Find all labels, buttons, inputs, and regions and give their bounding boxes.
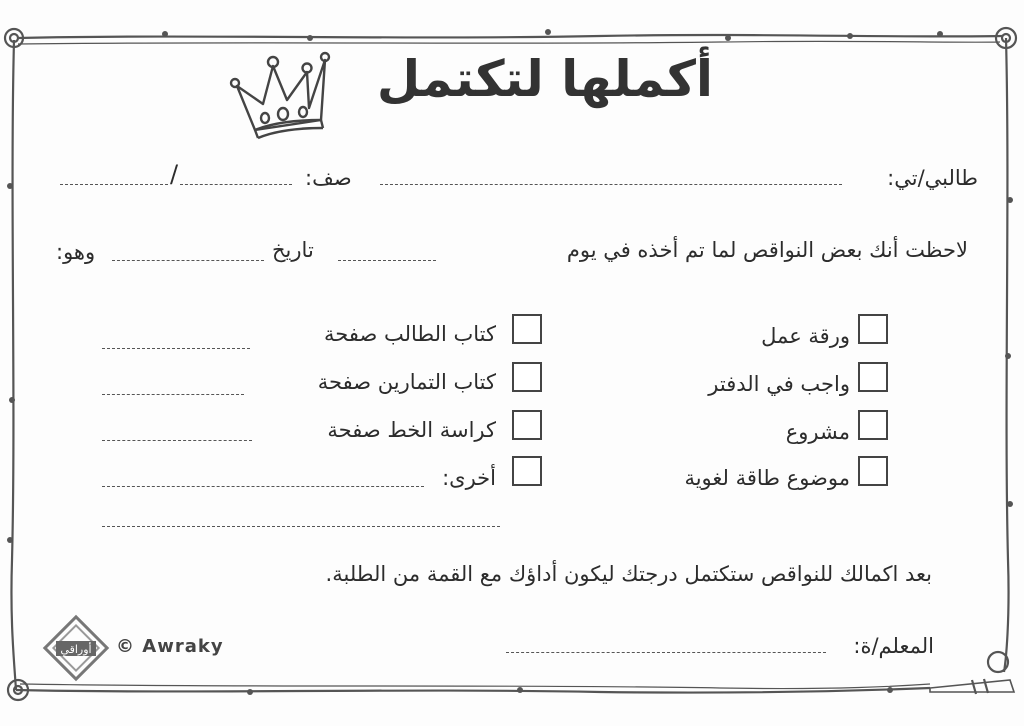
awraky-logo — [40, 612, 112, 688]
student-name-field[interactable] — [380, 184, 842, 185]
copyright-text: © Awraky — [116, 636, 224, 657]
checkbox-other[interactable] — [512, 456, 542, 486]
checkbox-exercise-book[interactable] — [512, 362, 542, 392]
checkbox-notebook-homework[interactable] — [858, 362, 888, 392]
handwriting-page-field[interactable] — [102, 440, 252, 441]
class-separator: / — [170, 160, 179, 188]
day-field[interactable] — [338, 260, 436, 261]
closing-text: بعد اكمالك للنواقص ستكتمل درجتك ليكون أداؤك مع القمة من الطلبة. — [325, 562, 932, 586]
logo-text: أوراقي — [60, 643, 92, 656]
option-project-label: مشروع — [785, 420, 850, 444]
other-field-line-1[interactable] — [102, 486, 424, 487]
option-notebook-homework-label: واجب في الدفتر — [708, 372, 850, 396]
option-worksheet-label: ورقة عمل — [761, 324, 850, 348]
class-field-right[interactable] — [180, 184, 292, 185]
option-other-label: أخرى: — [442, 466, 496, 490]
date-field[interactable] — [112, 260, 264, 261]
option-handwriting-label: كراسة الخط صفحة — [327, 418, 496, 442]
checkbox-handwriting[interactable] — [512, 410, 542, 440]
crown-icon — [225, 48, 335, 143]
option-student-book-label: كتاب الطالب صفحة — [324, 322, 496, 346]
student-book-page-field[interactable] — [102, 348, 250, 349]
logo-diamond-icon — [40, 612, 112, 684]
checkbox-project[interactable] — [858, 410, 888, 440]
checkbox-worksheet[interactable] — [858, 314, 888, 344]
and-it-is-label: وهو: — [56, 240, 96, 264]
checkbox-student-book[interactable] — [512, 314, 542, 344]
teacher-name-field[interactable] — [506, 652, 826, 653]
page-title: أكملها لتكتمل — [376, 50, 714, 108]
option-language-topic-label: موضوع طاقة لغوية — [684, 466, 850, 490]
exercise-book-page-field[interactable] — [102, 394, 244, 395]
checkbox-language-topic[interactable] — [858, 456, 888, 486]
class-field-left[interactable] — [60, 184, 168, 185]
class-label: صف: — [305, 166, 352, 190]
notice-text: لاحظت أنك بعض النواقص لما تم أخذه في يوم — [566, 238, 968, 262]
other-field-line-2[interactable] — [102, 526, 500, 527]
student-label: طالبي/تي: — [887, 166, 978, 190]
option-exercise-book-label: كتاب التمارين صفحة — [317, 370, 496, 394]
date-label: تاريخ — [272, 238, 314, 262]
teacher-label: المعلم/ة: — [853, 634, 934, 658]
